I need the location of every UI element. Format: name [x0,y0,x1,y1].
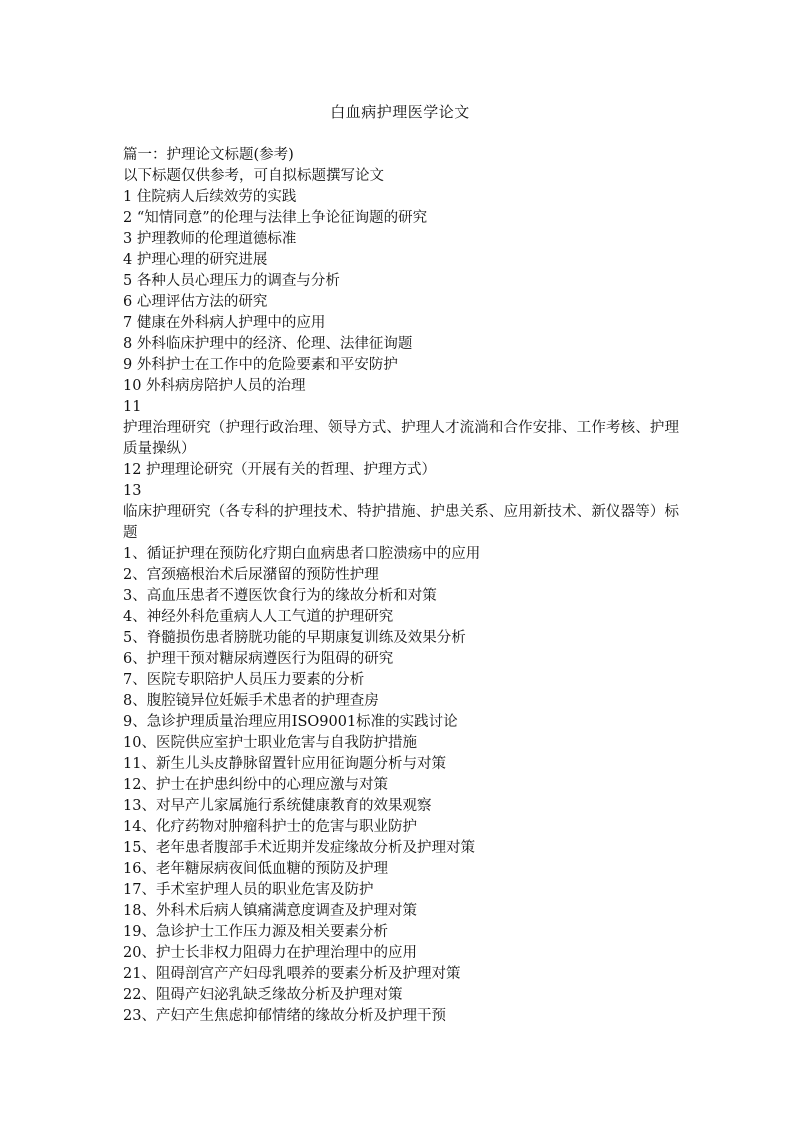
list-item: 1、循证护理在预防化疗期白血病患者口腔溃疡中的应用 [123,546,481,562]
list-item: 16、老年糖尿病夜间低血糖的预防及护理 [123,861,388,877]
document-body [123,145,683,1027]
paragraph-management: 护理治理研究（护理行政治理、领导方式、护理人才流淌和合作安排、工作考核、护理质量操纵） [123,420,679,457]
list-item: 9、急诊护理质量治理应用ISO9001标准的实践讨论 [123,714,458,730]
list-item: 12、护士在护患纠纷中的心理应激与对策 [123,777,388,793]
list-item: 6、护理干预对糖尿病遵医行为阻碍的研究 [123,651,394,667]
list-item: 3、高血压患者不遵医饮食行为的缘故分析和对策 [123,588,437,604]
list-item: 21、阻碍剖宫产产妇母乳喂养的要素分析及护理对策 [123,966,461,982]
list-item: 22、阻碍产妇泌乳缺乏缘故分析及护理对策 [123,987,403,1003]
list-item: 7 健康在外科病人护理中的应用 [123,315,326,331]
list-item: 7、医院专职陪护人员压力要素的分析 [123,672,365,688]
list-item: 23、产妇产生焦虑抑郁情绪的缘故分析及护理干预 [123,1008,446,1024]
list-item: 2、宫颈癌根治术后尿潴留的预防性护理 [123,567,379,583]
list-item: 5、脊髓损伤患者膀胱功能的早期康复训练及效果分析 [123,630,466,646]
paragraph-clinical: 临床护理研究（各专科的护理技术、特护措施、护患关系、应用新技术、新仪器等）标题 [123,504,679,541]
list-item: 11、新生儿头皮静脉留置针应用征询题分析与对策 [123,756,446,772]
list-item: 13、对早产儿家属施行系统健康教育的效果观察 [123,798,432,814]
list-item: 6 心理评估方法的研究 [123,294,268,310]
list-item: 14、化疗药物对肿瘤科护士的危害与职业防护 [123,819,417,835]
list-item: 20、护士长非权力阻碍力在护理治理中的应用 [123,945,417,961]
list-item: 11 [123,399,142,415]
list-item: 2 “知情同意”的伦理与法律上争论征询题的研究 [123,210,428,226]
list-item: 9 外科护士在工作中的危险要素和平安防护 [123,357,398,373]
list-item: 12 护理理论研究（开展有关的哲理、护理方式） [123,462,437,478]
list-item: 4、神经外科危重病人人工气道的护理研究 [123,609,394,625]
document-title: 白血病护理医学论文 [330,103,470,121]
list-item: 19、急诊护士工作压力源及相关要素分析 [123,924,388,940]
intro-text: 以下标题仅供参考，可自拟标题撰写论文 [123,168,384,184]
list-item: 18、外科术后病人镇痛满意度调查及护理对策 [123,903,417,919]
list-item: 15、老年患者腹部手术近期并发症缘故分析及护理对策 [123,840,475,856]
list-item: 8 外科临床护理中的经济、伦理、法律征询题 [123,336,413,352]
list-item: 17、手术室护理人员的职业危害及防护 [123,882,374,898]
list-item: 1 住院病人后续效劳的实践 [123,189,297,205]
list-item: 10 外科病房陪护人员的治理 [123,378,306,394]
list-item: 4 护理心理的研究进展 [123,252,268,268]
section-heading: 篇一：护理论文标题(参考) [123,147,294,163]
list-item: 5 各种人员心理压力的调查与分析 [123,273,340,289]
list-item: 13 [123,483,142,499]
list-item: 3 护理教师的伦理道德标准 [123,231,297,247]
list-item: 8、腹腔镜异位妊娠手术患者的护理查房 [123,693,379,709]
list-item: 10、医院供应室护士职业危害与自我防护措施 [123,735,417,751]
